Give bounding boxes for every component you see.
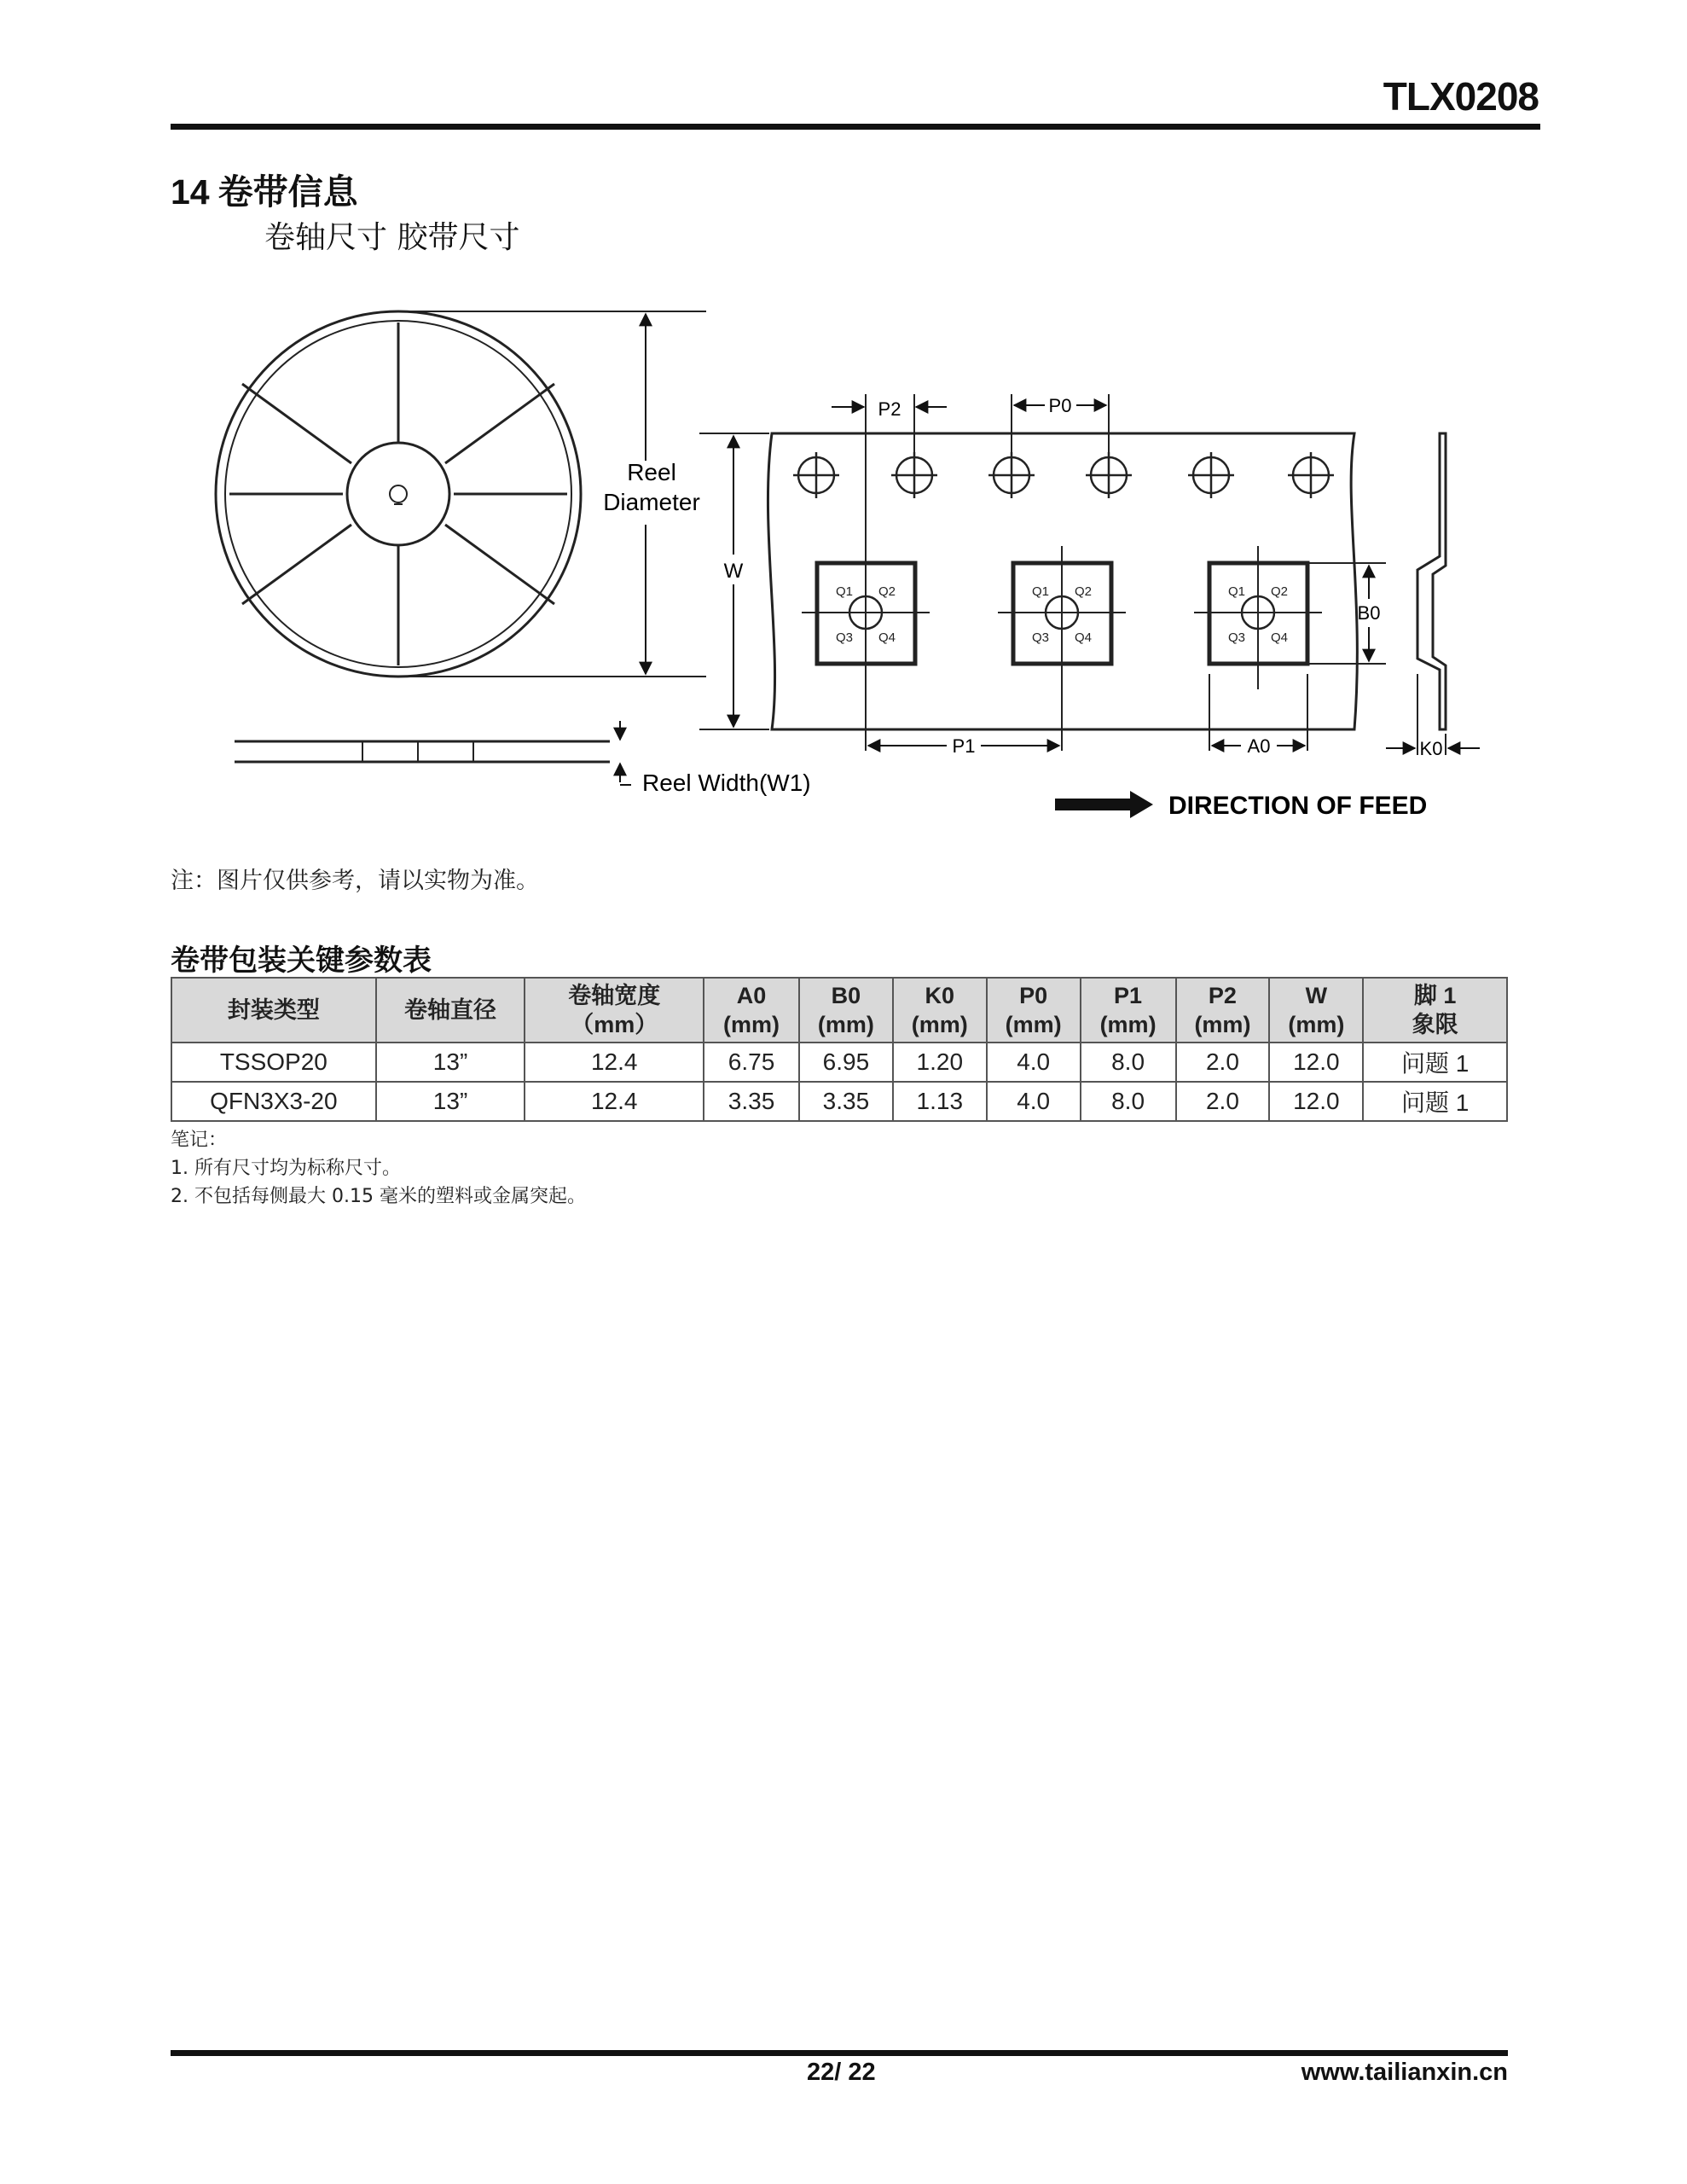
- header-line-1: K0: [925, 983, 955, 1008]
- feed-direction-label: DIRECTION OF FEED: [1168, 792, 1428, 820]
- header-line-1: P0: [1019, 983, 1048, 1008]
- notes-section: [171, 1126, 586, 1211]
- table-cell: 6.95: [799, 1043, 893, 1082]
- svg-text:Q2: Q2: [1075, 584, 1093, 599]
- table-row: [171, 1043, 1507, 1082]
- table-cell: 12.4: [525, 1043, 704, 1082]
- table-cell: 8.0: [1081, 1043, 1176, 1082]
- header-line-2: (mm): [1194, 1012, 1251, 1037]
- reel-side-view: [235, 741, 610, 762]
- section-heading: [171, 164, 358, 214]
- header-line-1: P2: [1208, 983, 1237, 1008]
- svg-text:Q1: Q1: [836, 584, 854, 599]
- table-cell: 13”: [376, 1082, 525, 1121]
- p2-label: P2: [878, 398, 901, 420]
- header-line-1: 卷轴宽度: [568, 983, 661, 1008]
- p1-label: P1: [952, 735, 976, 757]
- reel-diameter-label-2: Diameter: [603, 489, 700, 515]
- svg-text:Q4: Q4: [878, 630, 896, 645]
- section-number: 14: [171, 172, 210, 212]
- table-cell: 3.35: [799, 1082, 893, 1121]
- table-cell: TSSOP20: [171, 1043, 376, 1082]
- svg-text:Q4: Q4: [1075, 630, 1093, 645]
- svg-text:Q1: Q1: [1228, 584, 1246, 599]
- table-header-cell: [1081, 978, 1176, 1043]
- document-title: TLX0208: [1383, 74, 1539, 119]
- header-line-1: A0: [736, 983, 767, 1008]
- table-header-row: [171, 978, 1507, 1043]
- reel-width-label: Reel Width(W1): [642, 770, 811, 796]
- svg-text:Q3: Q3: [1228, 630, 1246, 645]
- header-line-2: (mm): [1005, 1012, 1062, 1037]
- p0-label: P0: [1048, 395, 1072, 416]
- header-rule: [171, 124, 1540, 130]
- section-title: 卷带信息: [217, 171, 358, 212]
- tape-pockets: [802, 546, 1322, 689]
- tape-side-profile: [1417, 433, 1446, 729]
- table-cell: 12.0: [1269, 1043, 1363, 1082]
- table-header-cell: [987, 978, 1081, 1043]
- header-line-2: 象限: [1412, 1012, 1458, 1037]
- table-row: [171, 1082, 1507, 1121]
- table-cell: 1.13: [893, 1082, 987, 1121]
- header-line-1: P1: [1114, 983, 1143, 1008]
- footer-rule: [171, 2050, 1508, 2056]
- table-cell: 6.75: [704, 1043, 799, 1082]
- note-item-1: 1. 所有尺寸均为标称尺寸。: [171, 1158, 401, 1179]
- table-cell: 8.0: [1081, 1082, 1176, 1121]
- tape-reel-parameter-table: [171, 977, 1508, 1122]
- table-cell: QFN3X3-20: [171, 1082, 376, 1121]
- a0-label: A0: [1247, 735, 1271, 757]
- header-line-1: B0: [831, 983, 861, 1008]
- table-cell: 问题 1: [1363, 1043, 1507, 1082]
- table-header-cell: [893, 978, 987, 1043]
- table-cell: 4.0: [987, 1043, 1081, 1082]
- svg-text:Q4: Q4: [1271, 630, 1289, 645]
- reel-tape-diagram: [205, 294, 1501, 823]
- table-cell: 2.0: [1176, 1082, 1270, 1121]
- svg-text:Q3: Q3: [1032, 630, 1050, 645]
- w-label: W: [723, 560, 744, 583]
- header-line-2: (mm): [911, 1012, 968, 1037]
- table-cell: 4.0: [987, 1082, 1081, 1121]
- website-url: www.tailianxin.cn: [1301, 2059, 1508, 2086]
- table-header-cell: [1363, 978, 1507, 1043]
- table-cell: 12.4: [525, 1082, 704, 1121]
- svg-text:Q3: Q3: [836, 630, 854, 645]
- header-line-1: 卷轴直径: [404, 997, 497, 1023]
- header-line-2: (mm): [1288, 1012, 1345, 1037]
- table-cell: 问题 1: [1363, 1082, 1507, 1121]
- table-cell: 13”: [376, 1043, 525, 1082]
- header-line-2: （mm）: [571, 1012, 658, 1037]
- header-line-1: 脚 1: [1413, 983, 1457, 1008]
- b0-label: B0: [1357, 602, 1381, 624]
- k0-label: K0: [1419, 738, 1443, 759]
- sprocket-holes: [793, 452, 1334, 498]
- table-cell: 3.35: [704, 1082, 799, 1121]
- header-line-2: (mm): [1099, 1012, 1157, 1037]
- table-header-cell: [525, 978, 704, 1043]
- reel-diameter-label: Reel: [627, 459, 676, 485]
- table-header-cell: [171, 978, 376, 1043]
- table-header-cell: [1269, 978, 1363, 1043]
- svg-text:Q2: Q2: [1271, 584, 1289, 599]
- section-subtitle: 卷轴尺寸 胶带尺寸: [264, 220, 520, 255]
- table-cell: 1.20: [893, 1043, 987, 1082]
- svg-text:Q2: Q2: [878, 584, 896, 599]
- header-line-2: (mm): [723, 1012, 780, 1037]
- table-title: 卷带包装关键参数表: [171, 944, 432, 978]
- svg-text:Q1: Q1: [1032, 584, 1050, 599]
- header-line-2: (mm): [817, 1012, 874, 1037]
- table-cell: 2.0: [1176, 1043, 1270, 1082]
- table-header-cell: [376, 978, 525, 1043]
- feed-arrow: [1055, 791, 1153, 818]
- note-item-2: 2. 不包括每侧最大 0.15 毫米的塑料或金属突起。: [171, 1186, 586, 1207]
- table-header-cell: [1176, 978, 1270, 1043]
- notes-heading: 笔记：: [171, 1130, 228, 1151]
- table-header-cell: [704, 978, 799, 1043]
- table-header-cell: [799, 978, 893, 1043]
- image-disclaimer: 注：图片仅供参考，请以实物为准。: [171, 868, 539, 894]
- table-cell: 12.0: [1269, 1082, 1363, 1121]
- header-line-1: W: [1305, 983, 1328, 1008]
- reel-front-view: [216, 311, 581, 677]
- header-line-1: 封装类型: [227, 997, 320, 1023]
- page-number: 22/ 22: [807, 2059, 876, 2086]
